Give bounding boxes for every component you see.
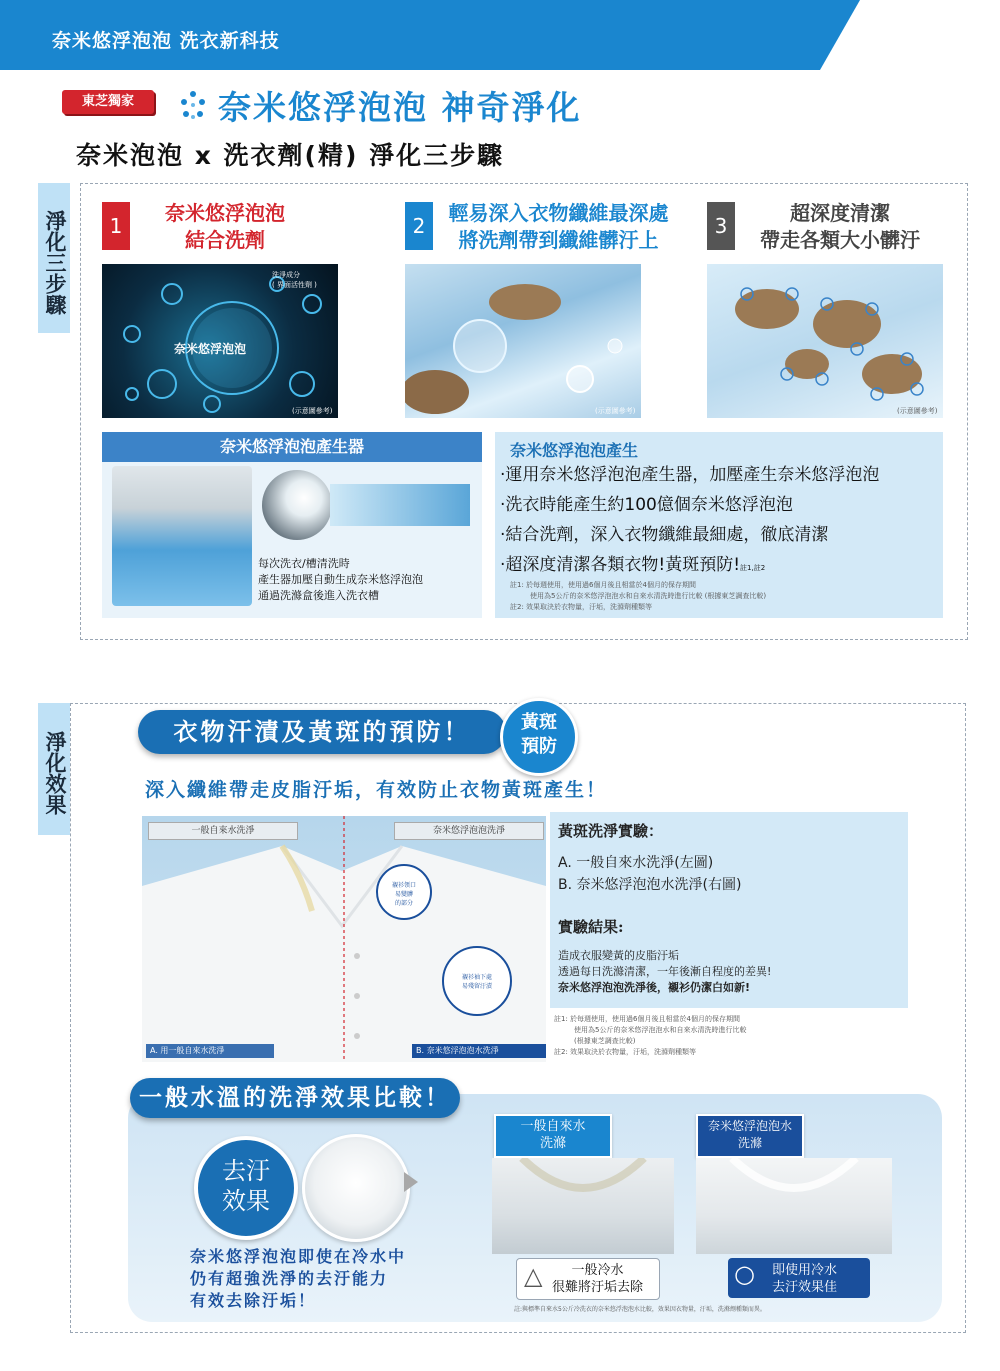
generator-desc-line1: 每次洗衣/槽清洗時 xyxy=(258,557,350,570)
step2-number: 2 xyxy=(405,202,433,250)
tap-water-tag xyxy=(494,1114,612,1158)
info-notes xyxy=(510,580,766,613)
result-line3: 奈米悠浮泡泡洗淨後，襯衫仍潔白如新! xyxy=(558,981,751,994)
info-title: 奈米悠浮泡泡產生 xyxy=(510,441,639,460)
compare-desc xyxy=(190,1246,406,1312)
experiment-a: A. 一般自來水洗淨(左圖) xyxy=(558,855,714,871)
result-title: 實驗結果: xyxy=(558,918,624,936)
result-lines xyxy=(558,948,771,996)
stain-prevention-banner: 衣物汗漬及黃斑的預防！ xyxy=(138,710,506,754)
info-note-2: 使用為5公斤的奈米悠浮泡泡水和自來水清洗時進行比較 (根據東芝調查比較) xyxy=(530,592,767,600)
circle-icon: ○ xyxy=(734,1260,755,1288)
collar-closeup-image xyxy=(302,1134,410,1242)
nano-tag-line2: 洗滌 xyxy=(737,1136,762,1150)
info-note-1: 註1: 於每週使用，使用過6個月後且相當於4個月的保存期間 xyxy=(510,581,696,589)
nano-water-tag xyxy=(696,1114,804,1158)
brand-badge: 東芝獨家 xyxy=(62,90,154,114)
step2-line2: 將洗劑帶到纖維髒汙上 xyxy=(458,228,659,252)
callout-collar xyxy=(376,864,432,920)
callout-sleeve-line1: 襯衫袖下處 xyxy=(461,974,492,981)
step1-text xyxy=(140,200,310,254)
tap-result-line1: 一般冷水 xyxy=(571,1263,624,1278)
tap-result-text xyxy=(552,1262,643,1296)
exp-note-2: 使用為5公斤的奈米悠浮泡泡水和自來水清洗時進行比較 xyxy=(574,1026,747,1034)
info-bullets xyxy=(500,460,879,583)
right-tag: 奈米悠浮泡泡洗淨 xyxy=(394,822,544,840)
stain-prevention-badge xyxy=(500,698,578,776)
generator-title: 奈米悠浮泡泡產生器 xyxy=(102,432,482,462)
info-bullet-2: ‧洗衣時能產生約100億個奈米悠浮泡泡 xyxy=(500,495,793,515)
badge-line1: 黃斑 xyxy=(521,712,557,733)
triangle-icon: △ xyxy=(524,1262,543,1290)
subhead: 奈米泡泡 x 洗衣劑(精) 淨化三步驟 xyxy=(76,141,505,170)
compare-desc-2: 仍有超強洗淨的去汙能力 xyxy=(190,1269,389,1288)
side-tab-effect: 淨化效果 xyxy=(38,703,70,835)
bubble-stream-illustration xyxy=(330,484,470,526)
shirt-illustration xyxy=(142,816,546,1062)
tap-tag-line2: 洗滌 xyxy=(539,1136,566,1151)
header-title: 奈米悠浮泡泡 洗衣新科技 xyxy=(52,30,280,52)
nano-result-text xyxy=(772,1262,837,1296)
nano-result-line2: 去汙效果佳 xyxy=(772,1280,838,1295)
step1-image-label: 奈米悠浮泡泡 xyxy=(174,342,247,356)
info-note-3: 註2: 效果取決於衣物量，汙垢，洗滌劑種類等 xyxy=(510,603,653,611)
generator-desc-line3: 通過洗滌盒後進入洗衣槽 xyxy=(258,589,379,602)
step3-line1: 超深度清潔 xyxy=(790,201,890,225)
dirt-removal-illustration xyxy=(707,264,943,418)
step1-line2: 結合洗劑 xyxy=(185,228,265,252)
callout-collar-line2: 易變髒 xyxy=(394,891,413,898)
effect-line2: 效果 xyxy=(222,1187,270,1215)
bottom-right-label: B. 奈米悠浮泡泡水洗淨 xyxy=(412,1044,546,1058)
compare-desc-3: 有效去除汙垢！ xyxy=(190,1291,317,1310)
step3-number: 3 xyxy=(707,202,735,250)
step3-text xyxy=(740,200,940,254)
info-bullet-4 xyxy=(500,550,879,583)
exp-note-1: 註1: 於每週使用，使用過6個月後且相當於4個月的保存期間 xyxy=(554,1015,740,1023)
nano-water-collar-image xyxy=(696,1158,892,1254)
compare-footnote: 註:與標準自來水5公斤冷洗衣的奈米悠浮泡泡水比較，效果因衣物量，汙垢，洗滌劑種類而異。 xyxy=(514,1306,766,1313)
result-line1: 造成衣服變黃的皮脂汙垢 xyxy=(558,949,679,962)
step1-line1: 奈米悠浮泡泡 xyxy=(165,201,285,225)
experiment-notes xyxy=(554,1014,746,1058)
info-bullet-4-sup: 註1,註2 xyxy=(740,564,766,572)
step1-number: 1 xyxy=(102,202,130,250)
bottom-left-label: A. 用一般自來水洗淨 xyxy=(146,1044,274,1058)
washer-illustration xyxy=(112,466,252,606)
info-bullet-4-text: ‧超深度清潔各類衣物!黃斑預防! xyxy=(500,555,741,575)
side-tab-steps: 淨化三步驟 xyxy=(38,183,70,333)
step1-image xyxy=(102,264,338,418)
info-bullet-1: ‧運用奈米悠浮泡泡產生器，加壓產生奈米悠浮泡泡 xyxy=(500,465,880,485)
step2-line1: 輕易深入衣物纖維最深處 xyxy=(448,201,669,225)
step2-image-caption: (示意圖參考) xyxy=(595,407,636,415)
callout-sleeve xyxy=(442,946,512,1016)
generator-desc xyxy=(258,556,423,604)
step3-line2: 帶走各類大小髒汙 xyxy=(760,228,920,252)
experiment-b: B. 奈米悠浮泡泡水洗淨(右圖) xyxy=(558,877,742,893)
nano-tag-line1: 奈米悠浮泡泡水 xyxy=(707,1119,792,1133)
fiber-dirt-illustration xyxy=(405,264,641,418)
step3-image xyxy=(707,264,943,418)
nano-result-line1: 即使用冷水 xyxy=(772,1263,838,1278)
left-tag: 一般自來水洗淨 xyxy=(148,822,298,840)
tap-tag-line1: 一般自來水 xyxy=(520,1119,586,1134)
arrow-icon xyxy=(404,1172,418,1192)
headline: 奈米悠浮泡泡 神奇淨化 xyxy=(218,88,582,127)
compare-banner: 一般水溫的洗淨效果比較！ xyxy=(130,1078,460,1118)
step1-image-caption: (示意圖參考) xyxy=(292,407,333,415)
callout-sleeve-line2: 易殘留汙漬 xyxy=(461,983,492,990)
step1-image-tag: 洗淨成分 xyxy=(272,271,300,279)
badge-line2: 預防 xyxy=(521,736,557,757)
bubbles-icon xyxy=(176,88,210,122)
step3-image-caption: (示意圖參考) xyxy=(897,407,938,415)
result-line2: 透過每日洗滌清潔，一年後漸自程度的差異! xyxy=(558,965,772,978)
tap-result-line2: 很難將汙垢去除 xyxy=(552,1280,644,1295)
step2-text xyxy=(436,200,681,254)
exp-note-3: (根據東芝調查比較) xyxy=(574,1037,636,1045)
step2-image xyxy=(405,264,641,418)
effect-circle xyxy=(194,1136,298,1240)
step1-image-tag2: ( 界面活性劑 ) xyxy=(272,281,317,289)
info-bullet-3: ‧結合洗劑，深入衣物纖維最細處，徹底清潔 xyxy=(500,525,829,545)
shirt-comparison-image xyxy=(142,816,546,1062)
callout-collar-line1: 襯衫領口 xyxy=(391,882,416,889)
exp-note-4: 註2: 效果取決於衣物量，汙垢，洗滌劑種類等 xyxy=(554,1048,697,1056)
experiment-title: 黃斑洗淨實驗： xyxy=(558,822,664,840)
effect-line1: 去汙 xyxy=(222,1157,270,1185)
generator-nozzle-illustration xyxy=(262,470,332,540)
callout-collar-line3: 的部分 xyxy=(394,900,413,907)
generator-desc-line2: 產生器加壓自動生成奈米悠浮泡泡 xyxy=(258,573,423,586)
tap-water-collar-image xyxy=(492,1158,674,1254)
stain-tagline: 深入纖維帶走皮脂汙垢，有效防止衣物黃斑產生！ xyxy=(145,779,608,801)
compare-desc-1: 奈米悠浮泡泡即使在冷水中 xyxy=(190,1247,407,1266)
